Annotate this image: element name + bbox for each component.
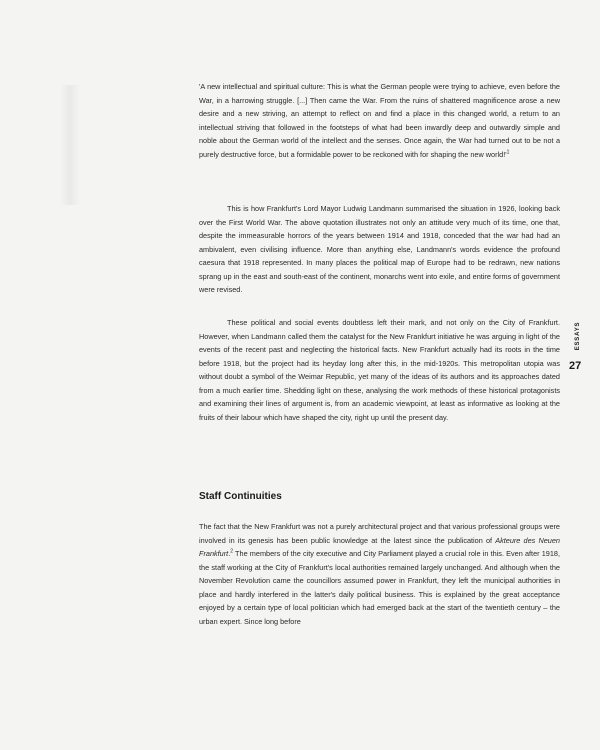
section-text-after: The members of the city executive and City Parliament played a crucial role in this. Even after 1918, the staff working at the City of Frankfurt's local authorities remained largely unchanged. And although when the November Revolution came the councillors assumed power in Frankfurt, they left the municipal authorities in place and hardly interfered in the latter's daily political business. This is explained by the great acceptance enjoyed by a certain type of local politician which had emerged back at the start of the twentieth century – the urban expert. Since long before bbox=[199, 549, 560, 626]
quotation-paragraph bbox=[199, 80, 560, 161]
book-title: Akteure des Neuen Frankfurt bbox=[199, 535, 560, 558]
section-heading: Staff Continuities bbox=[199, 491, 282, 502]
section-side-label bbox=[571, 318, 585, 354]
footnote-marker: 1 bbox=[506, 149, 510, 156]
side-label-text: ESSAYS bbox=[575, 321, 581, 351]
footnote-marker: 2 bbox=[230, 548, 234, 555]
quotation-text: 'A new intellectual and spiritual culture: This is what the German people were trying to achieve, even before the War, in a harrowing struggle. [...] Then came the War. From the ruins of shattered magnificence arose a new desire and a new striving, an attempt to reflect on and find a place in this changed world, a return to an intellectual striving that followed in the footsteps of what had been inwardly deep and outwardly simple and noble about the German world of the intellect and the senses. Once again, the War had turned out to be not a purely destructive force, but a formidable power to be reckoned with for shaping the new world!' bbox=[199, 82, 560, 159]
body-paragraph: This is how Frankfurt's Lord Mayor Ludwig Landmann summarised the situation in 1926, looking back over the First World War. The above quotation illustrates not only an attitude very much of its time, one that, despite the immeasurable horrors of the years between 1914 and 1918, conceded that the war had had an ambivalent, even civilising influence. More than anything else, Landmann's words evidence the profound caesura that 1918 represented. In many places the political map of Europe had to be redrawn, new nations sprang up in the east and south-east of the continent, monarchs went into exile, and entire forms of government were revised. bbox=[199, 204, 560, 294]
page-number: 27 bbox=[569, 360, 582, 372]
scan-shadow bbox=[60, 85, 80, 205]
section-text-before: The fact that the New Frankfurt was not a purely architectural project and that various professional groups were involved in its genesis has been public knowledge at the latest since the publication of bbox=[199, 522, 560, 545]
body-paragraph: These political and social events doubtless left their mark, and not only on the City of Frankfurt. However, when Landmann called them the catalyst for the New Frankfurt initiative he was arguing in light of the events of the recent past and neglecting the historical facts. New Frankfurt actually had its roots in the time before 1918, but the project had its heyday long after this, in the mid-1920s. This metropolitan utopia was without doubt a symbol of the Weimar Republic, yet many of the ideas of its authors and its approaches dated from a much earlier time. Shedding light on these, analysing the work methods of these historical protagonists and examining their lines of argument is, from an academic viewpoint, at least as informative as looking at the fruits of their labour which have shaped the city, right up until the present day. bbox=[199, 318, 560, 422]
section-paragraph: The fact that the New Frankfurt was not a purely architectural project and that various professional groups were involved in its genesis has been public knowledge at the latest since the publication of Akteure des Neuen Frankfurt.$^2$ The members of the city executive and City Parliament played a crucial role in this. Even after 1918, the staff working at the City of Frankfurt's local authorities remained largely unchanged. And although when the November Revolution came the councillors assumed power in Frankfurt, they left the municipal authorities in place and hardly interfered in the latter's daily political business. This is explained by the great acceptance enjoyed by a certain type of local politician which had emerged back at the start of the twentieth century – the urban expert. Since long before bbox=[199, 522, 560, 626]
